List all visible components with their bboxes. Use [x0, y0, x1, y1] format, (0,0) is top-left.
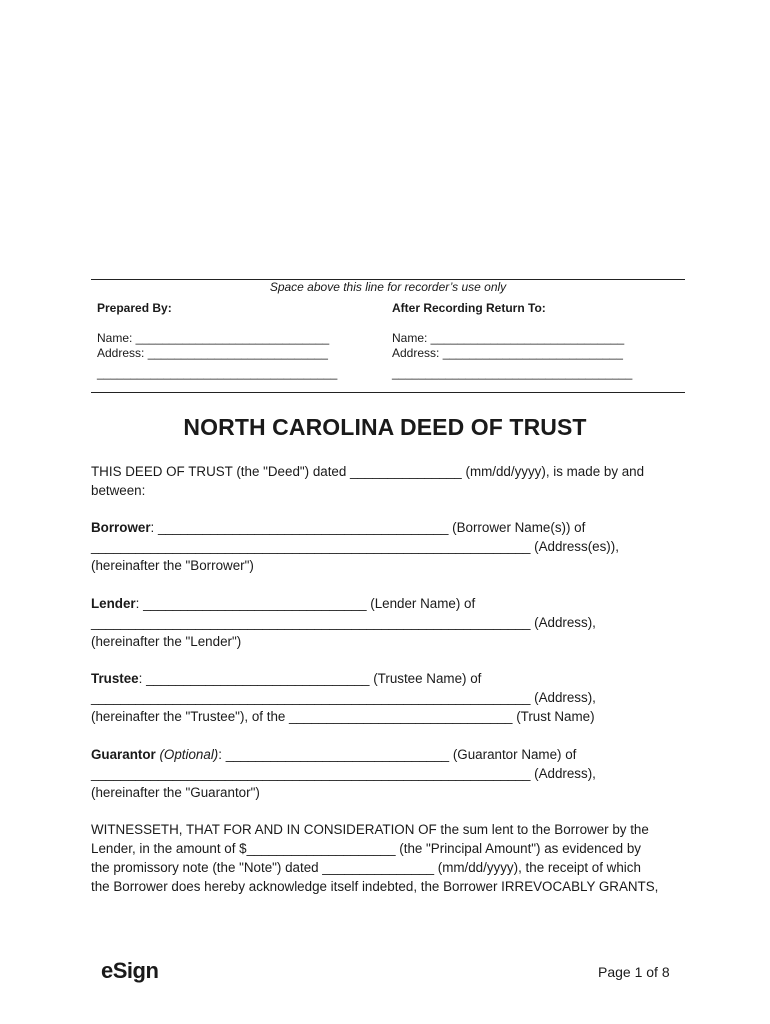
guarantor-name-field: : ______________________________ (Guarantor Name) of [218, 747, 577, 762]
witnesseth-paragraph [91, 820, 691, 896]
prepared-by-address-field: Address: ___________________________ [97, 346, 328, 360]
guarantor-section [91, 745, 691, 802]
borrower-hereinafter: (hereinafter the "Borrower") [91, 558, 254, 573]
intro-line-2: between: [91, 483, 146, 498]
witnesseth-line-1: WITNESSETH, THAT FOR AND IN CONSIDERATION OF the sum lent to the Borrower by the [91, 822, 649, 837]
borrower-address-field: ___________________________________________________________ (Address(es)), [91, 539, 619, 554]
esign-logo: eSign [101, 958, 159, 983]
witnesseth-line-2: Lender, in the amount of $____________________ (the "Principal Amount") as evidenced by [91, 841, 641, 856]
lender-hereinafter: (hereinafter the "Lender") [91, 634, 242, 649]
trustee-hereinafter: (hereinafter the "Trustee"), of the ______________________________ (Trust Name) [91, 709, 595, 724]
prepared-by-name-field: Name: _____________________________ [97, 331, 330, 345]
prepared-by-heading: Prepared By: [97, 301, 172, 315]
trustee-section [91, 669, 691, 726]
guarantor-label: Guarantor [91, 747, 156, 762]
intro-line-1: THIS DEED OF TRUST (the "Deed") dated _______________ (mm/dd/yyyy), is made by and [91, 464, 645, 479]
trustee-address-field: ___________________________________________________________ (Address), [91, 690, 596, 705]
prepared-by-block [97, 301, 337, 381]
borrower-section [91, 518, 691, 575]
lender-section [91, 594, 691, 651]
return-to-heading: After Recording Return To: [392, 301, 546, 315]
witnesseth-line-3: the promissory note (the "Note") dated _______________ (mm/dd/yyyy), the receipt of which [91, 860, 641, 875]
lender-label: Lender [91, 596, 136, 611]
recorder-note: Space above this line for recorder’s use only [269, 280, 507, 294]
guarantor-address-field: ___________________________________________________________ (Address), [91, 766, 596, 781]
lender-name-field: : ______________________________ (Lender Name) of [135, 596, 476, 611]
borrower-label: Borrower [91, 520, 151, 535]
recorder-divider-bottom [91, 392, 685, 393]
page-number: Page 1 of 8 [598, 964, 670, 980]
return-to-block [392, 301, 632, 381]
trustee-label: Trustee [91, 671, 139, 686]
prepared-by-address-line2: ____________________________________ [97, 366, 338, 380]
witnesseth-line-4: the Borrower does hereby acknowledge itself indebted, the Borrower IRREVOCABLY GRANTS, [91, 879, 659, 894]
intro-paragraph [91, 462, 691, 500]
guarantor-hereinafter: (hereinafter the "Guarantor") [91, 785, 260, 800]
return-to-name-field: Name: _____________________________ [392, 331, 625, 345]
borrower-name-field: : _______________________________________ (Borrower Name(s)) of [150, 520, 586, 535]
return-to-address-field: Address: ___________________________ [392, 346, 623, 360]
return-to-address-line2: ____________________________________ [392, 366, 633, 380]
document-title: NORTH CAROLINA DEED OF TRUST [183, 414, 587, 440]
guarantor-optional: (Optional) [159, 747, 219, 762]
lender-address-field: ___________________________________________________________ (Address), [91, 615, 596, 630]
trustee-name-field: : ______________________________ (Trustee Name) of [138, 671, 482, 686]
